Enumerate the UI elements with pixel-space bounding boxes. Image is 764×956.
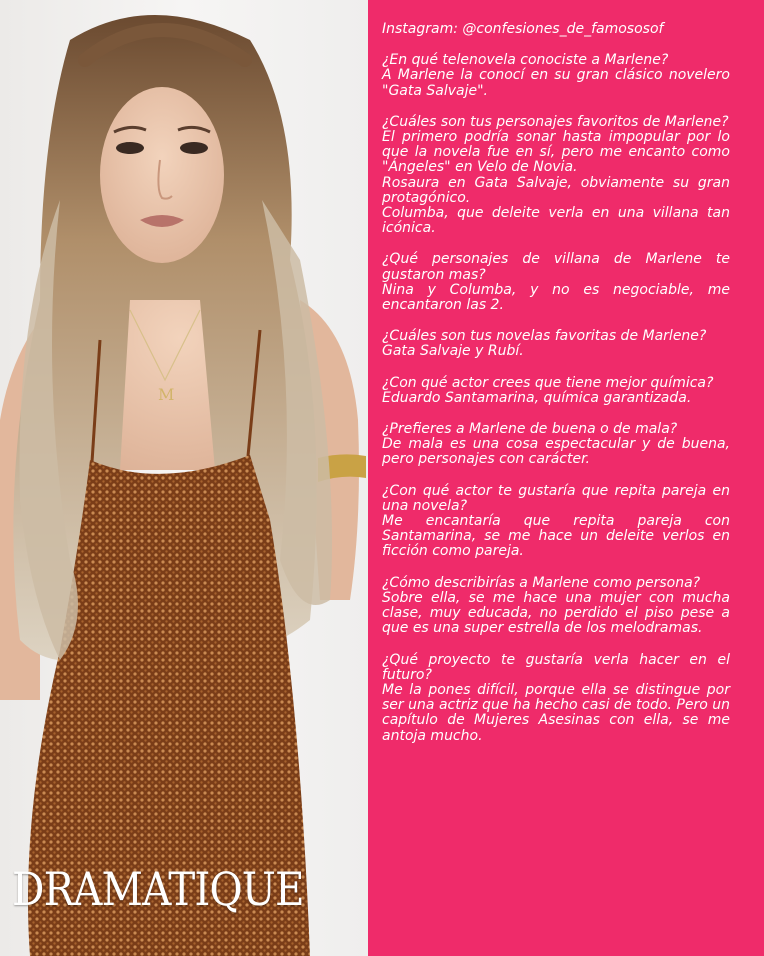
qa-item (382, 422, 730, 468)
qa-item (382, 376, 730, 406)
answer: Eduardo Santamarina, química garantizada. (382, 389, 692, 406)
dramatique-logo: DRAMATIQUE (12, 862, 304, 916)
answer: El primero podría sonar hasta impopular por lo que la novela fue en sí, pero me encanto como "Ángeles" en Velo de Novia. (382, 129, 730, 176)
question: ¿Cuáles son tus novelas favoritas de Marlene? (382, 328, 707, 345)
answer: A Marlene la conocí en su gran clásico novelero "Gata Salvaje". (382, 67, 730, 99)
question: ¿Prefieres a Marlene de buena o de mala? (382, 421, 678, 438)
pendant-letter: M (158, 385, 175, 404)
question: ¿Qué proyecto te gustaría verla hacer en el futuro? (382, 651, 730, 683)
question: ¿Con qué actor te gustaría que repita pareja en una novela? (382, 482, 730, 514)
qa-item (382, 53, 730, 99)
question: ¿En qué telenovela conociste a Marlene? (382, 52, 669, 69)
question: ¿Con qué actor crees que tiene mejor química? (382, 374, 714, 391)
answer: Me encantaría que repita pareja con Santamarina, se me hace un deleite verlos en ficción como pareja. (382, 513, 730, 560)
qa-item (382, 115, 730, 237)
left-eye (116, 142, 144, 154)
question: ¿Cuáles son tus personajes favoritos de Marlene? (382, 113, 729, 130)
question: ¿Cómo describirías a Marlene como persona? (382, 574, 701, 591)
qa-item (382, 252, 730, 313)
instagram-handle: Instagram: @confesiones_de_famososof (382, 21, 664, 37)
qa-item (382, 576, 730, 637)
qa-item (382, 484, 730, 560)
answer: Columba, que deleite verla en una villana tan icónica. (382, 205, 730, 237)
answer: Gata Salvaje y Rubí. (382, 343, 524, 360)
interview-panel (368, 0, 764, 956)
face (100, 87, 224, 263)
interview-text (382, 22, 730, 760)
answer: Rosaura en Gata Salvaje, obviamente su gran protagónico. (382, 174, 730, 206)
answer: De mala es una cosa espectacular y de buena, pero personajes con carácter. (382, 436, 730, 468)
qa-item (382, 653, 730, 744)
right-eye (180, 142, 208, 154)
qa-item (382, 329, 730, 359)
portrait-photo (0, 0, 368, 956)
question: ¿Qué personajes de villana de Marlene te gustaron mas? (382, 251, 730, 283)
portrait-illustration (0, 0, 368, 956)
answer: Me la pones difícil, porque ella se distingue por ser una actriz que ha hecho casi de todo. Pero un capítulo de Mujeres Asesinas con ella, se me antoja mucho. (382, 681, 730, 744)
answer: Nina y Columba, y no es negociable, me encantaron las 2. (382, 281, 730, 314)
answer: Sobre ella, se me hace una mujer con mucha clase, muy educada, no perdido el piso pese a que es una super estrella de los melodramas. (382, 589, 730, 637)
